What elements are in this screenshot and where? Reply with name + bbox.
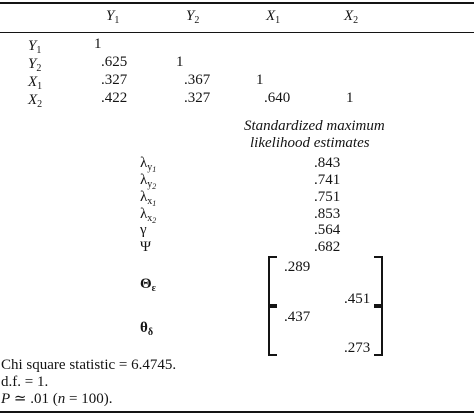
column-header-x1: $X_1$: [266, 8, 281, 26]
lambda-x1-symbol: $\lambda_{x_1}$: [140, 189, 157, 208]
estimate-value: .741: [314, 172, 341, 188]
matrix-cell: .640: [264, 90, 291, 106]
estimate-value: .682: [314, 239, 341, 255]
theta-delta-symbol: $\theta_\delta$: [140, 320, 154, 338]
theta-delta-value: .437: [284, 309, 311, 325]
estimate-value: .843: [314, 155, 341, 171]
matrix-cell: 1: [94, 36, 102, 52]
column-header-x2: $X_2$: [344, 8, 359, 26]
estimates-heading: Standardized maximum: [244, 118, 385, 134]
theta-epsilon-right-bracket: [374, 256, 383, 306]
theta-delta-left-bracket: [268, 306, 277, 356]
degrees-of-freedom: d.f. = 1.: [1, 374, 49, 390]
lambda-y2-symbol: $\lambda_{y_2}$: [140, 172, 157, 191]
matrix-cell: 1: [256, 72, 264, 88]
matrix-cell: .367: [184, 72, 211, 88]
matrix-cell: .422: [101, 90, 128, 106]
row-label-y1: $Y_1$: [28, 38, 42, 56]
matrix-cell: 1: [346, 90, 354, 106]
matrix-cell: .327: [101, 72, 128, 88]
theta-epsilon-value: .451: [344, 291, 371, 307]
top-rule: [0, 2, 474, 4]
lambda-y1-symbol: $\lambda_{y_1}$: [140, 155, 157, 174]
column-header-y1: $Y_1$: [106, 8, 120, 26]
theta-delta-value: .273: [344, 340, 371, 356]
row-label-x2: $X_2$: [28, 92, 43, 110]
chi-square-statistic: Chi square statistic = 6.4745.: [1, 357, 177, 373]
bottom-rule: [0, 411, 474, 413]
estimate-value: .853: [314, 206, 341, 222]
theta-epsilon-left-bracket: [268, 256, 277, 306]
estimate-value: .751: [314, 189, 341, 205]
matrix-cell: .327: [184, 90, 211, 106]
theta-delta-right-bracket: [374, 306, 383, 356]
estimates-heading: likelihood estimates: [250, 135, 370, 151]
theta-epsilon-symbol: $\Theta_\varepsilon$: [140, 276, 156, 294]
theta-epsilon-value: .289: [284, 259, 311, 275]
estimate-value: .564: [314, 222, 341, 238]
row-label-y2: $Y_2$: [28, 56, 42, 74]
matrix-cell: .625: [101, 54, 128, 70]
column-header-y2: $Y_2$: [186, 8, 200, 26]
lambda-x2-symbol: $\lambda_{x_2}$: [140, 206, 157, 225]
psi-symbol: Ψ: [140, 239, 152, 255]
row-label-x1: $X_1$: [28, 74, 43, 92]
gamma-symbol: γ: [140, 222, 147, 238]
matrix-cell: 1: [176, 54, 184, 70]
p-value: P ≃ .01 (n = 100).: [1, 391, 113, 407]
header-rule: [0, 32, 474, 33]
